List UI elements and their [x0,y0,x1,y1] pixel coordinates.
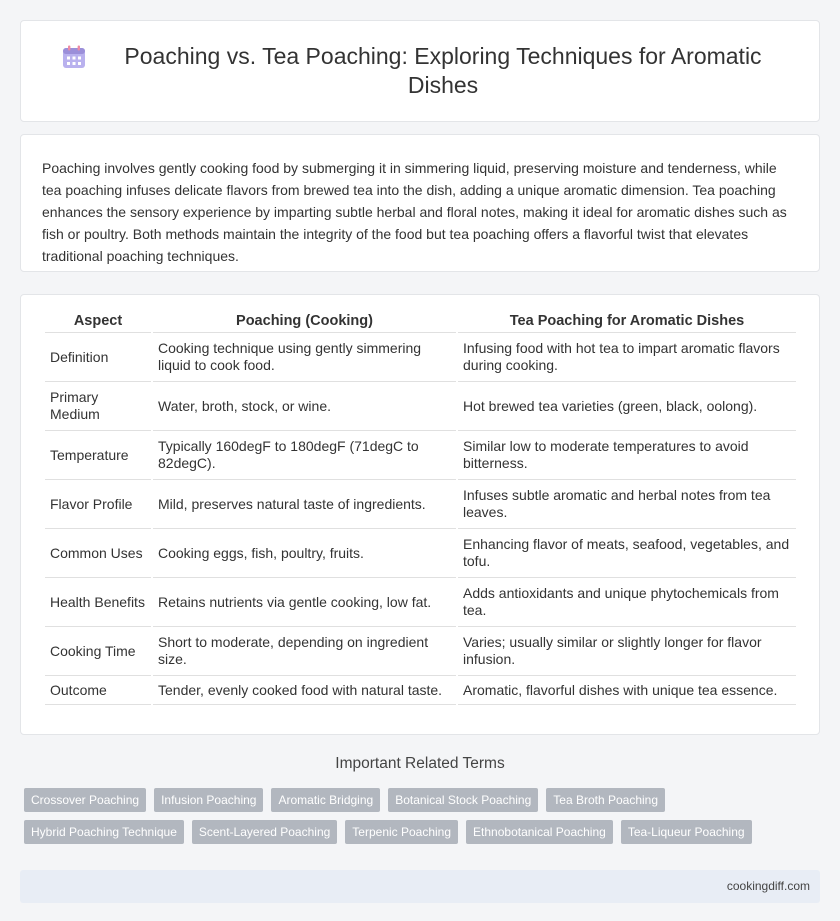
related-term-tag[interactable]: Ethnobotanical Poaching [466,820,613,844]
cell-aspect: Temperature [45,431,151,480]
footer-site-link[interactable]: cookingdiff.com [726,879,810,893]
cell-tea-poaching: Adds antioxidants and unique phytochemicals from tea. [458,578,796,627]
related-term-tag[interactable]: Hybrid Poaching Technique [24,820,184,844]
table-row [45,382,796,431]
table-row [45,431,796,480]
cell-poaching: Tender, evenly cooked food with natural taste. [153,676,456,705]
footer [20,870,820,903]
cell-aspect: Health Benefits [45,578,151,627]
cell-aspect: Cooking Time [45,627,151,676]
cell-aspect: Common Uses [45,529,151,578]
comparison-table [43,310,798,705]
cell-tea-poaching: Enhancing flavor of meats, seafood, vegetables, and tofu. [458,529,796,578]
cell-aspect: Outcome [45,676,151,705]
related-term-tag[interactable]: Scent-Layered Poaching [192,820,337,844]
related-term-tag[interactable]: Crossover Poaching [24,788,146,812]
cell-tea-poaching: Infuses subtle aromatic and herbal notes from tea leaves. [458,480,796,529]
intro-paragraph: Poaching involves gently cooking food by submerging it in simmering liquid, preserving moisture and tenderness, while tea poaching infuses delicate flavors from brewed tea into the dish, adding a unique aromatic dimension. Tea poaching enhances the sensory experience by imparting subtle herbal and floral notes, making it ideal for aromatic dishes such as fish or poultry. Both methods maintain the integrity of the food but tea poaching offers a flavorful twist that elevates traditional poaching techniques. [42,160,787,264]
related-term-tag[interactable]: Tea-Liqueur Poaching [621,820,752,844]
cell-tea-poaching: Varies; usually similar or slightly longer for flavor infusion. [458,627,796,676]
cell-aspect: Primary Medium [45,382,151,431]
related-term-tag[interactable]: Infusion Poaching [154,788,263,812]
page-title: Poaching vs. Tea Poaching: Exploring Techniques for Aromatic Dishes [124,43,762,98]
table-header-row [45,310,796,333]
cell-poaching: Cooking technique using gently simmering liquid to cook food. [153,333,456,382]
table-row [45,529,796,578]
table-row [45,627,796,676]
related-term-tag[interactable]: Tea Broth Poaching [546,788,665,812]
title-card [20,20,820,122]
related-term-tag[interactable]: Botanical Stock Poaching [388,788,538,812]
table-row [45,676,796,705]
cell-poaching: Water, broth, stock, or wine. [153,382,456,431]
cell-poaching: Retains nutrients via gentle cooking, low fat. [153,578,456,627]
cell-poaching: Cooking eggs, fish, poultry, fruits. [153,529,456,578]
calendar-icon [61,44,87,70]
intro-card [20,134,820,272]
related-term-tag[interactable]: Terpenic Poaching [345,820,458,844]
related-terms-list [24,788,820,852]
cell-tea-poaching: Infusing food with hot tea to impart aromatic flavors during cooking. [458,333,796,382]
cell-poaching: Short to moderate, depending on ingredient size. [153,627,456,676]
header-tea-poaching: Tea Poaching for Aromatic Dishes [458,310,796,333]
table-row [45,578,796,627]
header-poaching: Poaching (Cooking) [153,310,456,333]
cell-aspect: Flavor Profile [45,480,151,529]
cell-aspect: Definition [45,333,151,382]
related-terms-title: Important Related Terms [335,755,505,772]
cell-tea-poaching: Hot brewed tea varieties (green, black, oolong). [458,382,796,431]
title-wrap [61,42,779,100]
cell-tea-poaching: Similar low to moderate temperatures to avoid bitterness. [458,431,796,480]
table-row [45,333,796,382]
cell-poaching: Mild, preserves natural taste of ingredients. [153,480,456,529]
cell-poaching: Typically 160degF to 180degF (71degC to 82degC). [153,431,456,480]
table-row [45,480,796,529]
cell-tea-poaching: Aromatic, flavorful dishes with unique tea essence. [458,676,796,705]
related-term-tag[interactable]: Aromatic Bridging [271,788,380,812]
comparison-table-card [20,294,820,735]
header-aspect: Aspect [45,310,151,333]
